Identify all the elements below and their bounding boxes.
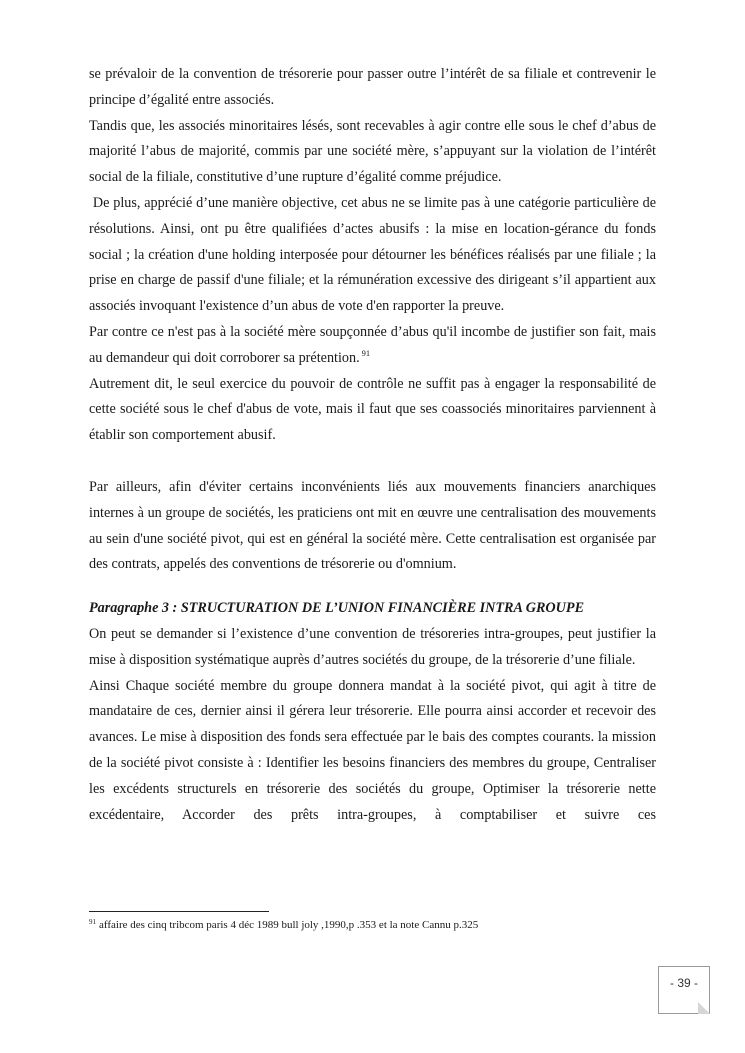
body-paragraph-8: Ainsi Chaque société membre du groupe donnera mandat à la société pivot, qui agit à titre de mandataire de ces, dernier ainsi il gérera leur trésorerie. Elle pourra ainsi accorder et recevoir des avances. Le mise à disposition des fonds sera effectuée par le bais des comptes courants. la mission de la société pivot consiste à : Identifier les besoins financiers des membres du groupe, Centraliser les excédents structurels en trésorerie des sociétés du groupe, Optimiser la trésorerie nette excédentaire, Accorder des prêts intra-groupes, à comptabiliser et suivre ces (89, 677, 656, 823)
page-body (89, 62, 660, 828)
body-paragraph-6: Par ailleurs, afin d'éviter certains inconvénients liés aux mouvements financiers anarchiques internes à un groupe de sociétés, les praticiens ont mit en œuvre une centralisation des mouvements au sein d'une société pivot, qui est en général la société mère. Cette centralisation est organisée par des contrats, appelés des conventions de trésorerie ou d'omnium. (89, 478, 656, 573)
body-paragraph-2: Tandis que, les associés minoritaires lésés, sont recevables à agir contre elle sous le chef d’abus de majorité l’abus de majorité, commis par une société mère, s’appuyant sur la violation de l’intérêt social de la filiale, constitutive d’une rupture d’égalité comme préjudice. (89, 117, 656, 186)
page-curl-icon (698, 1002, 710, 1014)
footnote-number: 91 (89, 918, 96, 926)
body-paragraph-3: De plus, apprécié d’une manière objective, cet abus ne se limite pas à une catégorie particulière de résolutions. Ainsi, ont pu être qualifiées d’actes abusifs : la mise en location-gérance du fonds social ; la création d'une holding interposée pour détourner les bénéfices réalisés par une filiale ; la prise en charge de passif d'une filiale; et la rémunération excessive des dirigeant s’il appartient aux associés invoquant l'existence d’un abus de vote d'en rapporter la preuve. (89, 194, 660, 315)
paragraph-spacer (89, 578, 656, 596)
footnote-reference: 91 (361, 347, 371, 358)
body-paragraph-4 (89, 320, 656, 372)
footnote-text: affaire des cinq tribcom paris 4 déc 1989 bull joly ,1990,p .353 et la note Cannu p.325 (99, 919, 479, 931)
footnote-separator (89, 911, 269, 912)
page-number-box (658, 966, 710, 1014)
body-paragraph-1: se prévaloir de la convention de trésorerie pour passer outre l’intérêt de sa filiale et contrevenir le principe d’égalité entre associés. (89, 66, 656, 108)
page-number: - 39 - (669, 976, 698, 990)
body-paragraph-4-text: Par contre ce n'est pas à la société mère soupçonnée d’abus qu'il incombe de justifier son fait, mais au demandeur qui doit corroborer sa prétention. (89, 323, 656, 366)
paragraph-spacer (89, 449, 656, 475)
footnote (89, 918, 656, 932)
body-paragraph-5: Autrement dit, le seul exercice du pouvoir de contrôle ne suffit pas à engager la responsabilité de cette société sous le chef d'abus de vote, mais il faut que ses coassociés minoritaires parviennent à établir son comportement abusif. (89, 375, 656, 444)
section-heading: Paragraphe 3 : STRUCTURATION DE L’UNION FINANCIÈRE INTRA GROUPE (89, 600, 585, 617)
body-paragraph-7: On peut se demander si l’existence d’une convention de trésoreries intra-groupes, peut justifier la mise à disposition systématique auprès d’autres sociétés du groupe, de la trésorerie d’une filiale. (89, 625, 656, 668)
